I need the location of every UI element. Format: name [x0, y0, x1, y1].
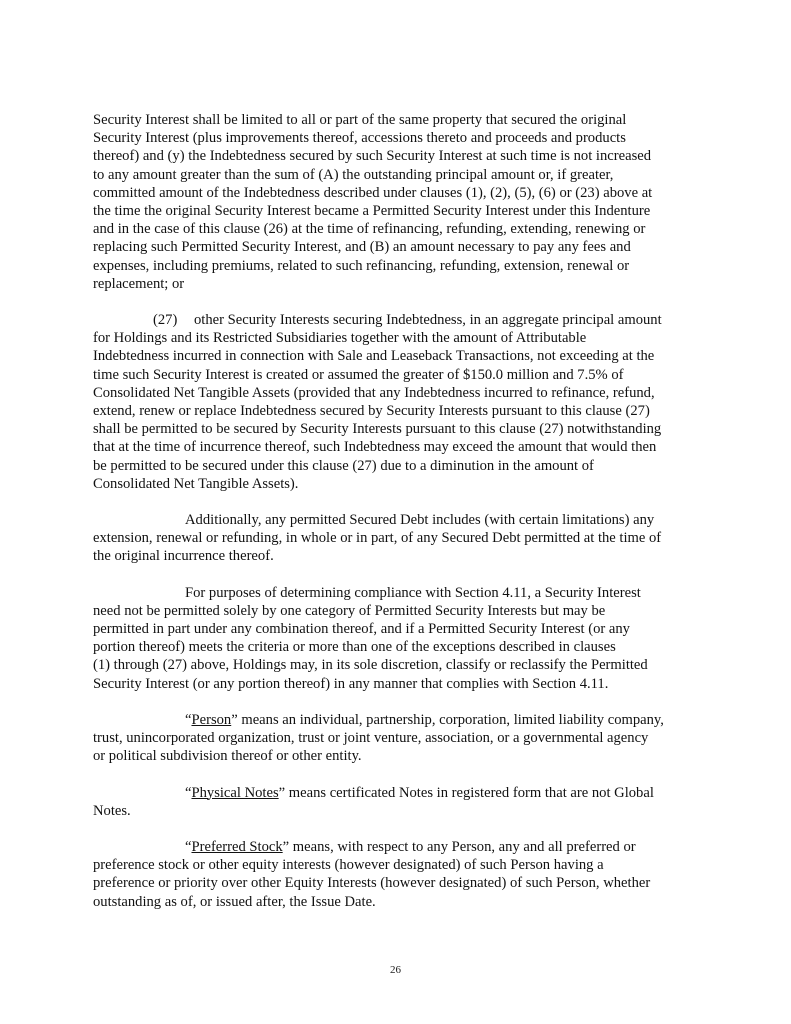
text-line: committed amount of the Indebtedness described under clauses (1), (2), (5), (6) or (23) above at: [93, 184, 653, 201]
defined-term: Physical Notes: [191, 784, 279, 801]
definition-text: ” means certificated Notes in registered form that are not Global: [278, 784, 654, 801]
text-line: [93, 838, 708, 856]
open-quote: “: [185, 784, 192, 801]
text-line: Notes.: [93, 802, 131, 819]
text-line: permitted in part under any combination thereof, and if a Permitted Security Interest (or any: [93, 621, 630, 638]
text-line: Security Interest (or any portion thereof) in any manner that complies with Section 4.11.: [93, 675, 609, 692]
clause-27-paragraph: [93, 311, 708, 493]
text-line: portion thereof) meets the criteria or more than one of the exceptions described in clauses: [93, 639, 616, 656]
definition-physical-notes: [93, 784, 708, 820]
text-line: preference or priority over other Equity Interests (however designated) of such Person, whether: [93, 875, 651, 892]
text-line: need not be permitted solely by one category of Permitted Security Interests but may be: [93, 602, 606, 619]
text-line: be permitted to be secured under this clause (27) due to a diminution in the amount of: [93, 457, 594, 474]
definition-person: [93, 711, 708, 766]
text-line: [93, 784, 708, 802]
text-line: preference stock or other equity interests (however designated) of such Person having a: [93, 857, 604, 874]
text-line: and in the case of this clause (26) at the time of refinancing, refunding, extending, renewing or: [93, 221, 646, 238]
text-line: that at the time of incurrence thereof, such Indebtedness may exceed the amount that would then: [93, 439, 657, 456]
page-number: 26: [390, 964, 401, 976]
text-line: trust, unincorporated organization, trust or joint venture, association, or a governmental agency: [93, 730, 649, 747]
definition-text: ” means, with respect to any Person, any and all preferred or: [282, 838, 636, 855]
text-line: or political subdivision thereof or other entity.: [93, 748, 362, 765]
text-line: Consolidated Net Tangible Assets).: [93, 475, 299, 492]
text-line: outstanding as of, or issued after, the Issue Date.: [93, 893, 376, 910]
text-line: thereof) and (y) the Indebtedness secured by such Security Interest at such time is not increased: [93, 148, 652, 165]
text-line: extension, renewal or refunding, in whole or in part, of any Secured Debt permitted at the time of: [93, 530, 662, 547]
text-line: replacing such Permitted Security Interest, and (B) an amount necessary to pay any fees and: [93, 239, 631, 256]
defined-term: Person: [191, 711, 232, 728]
text-line: Additionally, any permitted Secured Debt includes (with certain limitations) any: [185, 512, 655, 529]
text-line: the original incurrence thereof.: [93, 548, 274, 565]
text-line: extend, renew or replace Indebtedness secured by Security Interests pursuant to this clause (27): [93, 403, 650, 420]
text-line: [93, 311, 708, 329]
purposes-paragraph: [93, 584, 708, 693]
open-quote: “: [185, 838, 192, 855]
text-line: for Holdings and its Restricted Subsidiaries together with the amount of Attributable: [93, 330, 587, 347]
document-page: [93, 111, 708, 929]
definition-preferred-stock: [93, 838, 708, 911]
text-line: (1) through (27) above, Holdings may, in its sole discretion, classify or reclassify the Permitted: [93, 657, 648, 674]
additionally-paragraph: [93, 511, 708, 566]
clause-number: (27): [153, 312, 178, 329]
open-quote: “: [185, 711, 192, 728]
text-line: For purposes of determining compliance with Section 4.11, a Security Interest: [185, 584, 641, 601]
text-line: the time the original Security Interest became a Permitted Security Interest under this Indenture: [93, 203, 651, 220]
defined-term: Preferred Stock: [191, 838, 283, 855]
text-line: replacement; or: [93, 275, 185, 292]
text-line: Consolidated Net Tangible Assets (provided that any Indebtedness incurred to refinance, refund,: [93, 384, 655, 401]
text-line: Security Interest (plus improvements thereof, accessions thereto and proceeds and products: [93, 130, 626, 147]
text-line: time such Security Interest is created or assumed the greater of $150.0 million and 7.5% of: [93, 366, 624, 383]
text-line: to any amount greater than the sum of (A) the outstanding principal amount or, if greater,: [93, 166, 614, 183]
definition-text: ” means an individual, partnership, corporation, limited liability company,: [231, 711, 664, 728]
clause-27-first-line: other Security Interests securing Indebtedness, in an aggregate principal amount: [194, 312, 662, 329]
text-line: [93, 711, 708, 729]
text-line: Indebtedness incurred in connection with Sale and Leaseback Transactions, not exceeding at the: [93, 348, 655, 365]
text-line: expenses, including premiums, related to such refinancing, refunding, extension, renewal or: [93, 257, 630, 274]
text-line: Security Interest shall be limited to all or part of the same property that secured the original: [93, 112, 627, 128]
text-line: shall be permitted to be secured by Security Interests pursuant to this clause (27) notwithstanding: [93, 421, 662, 438]
continuation-paragraph: [93, 111, 708, 293]
